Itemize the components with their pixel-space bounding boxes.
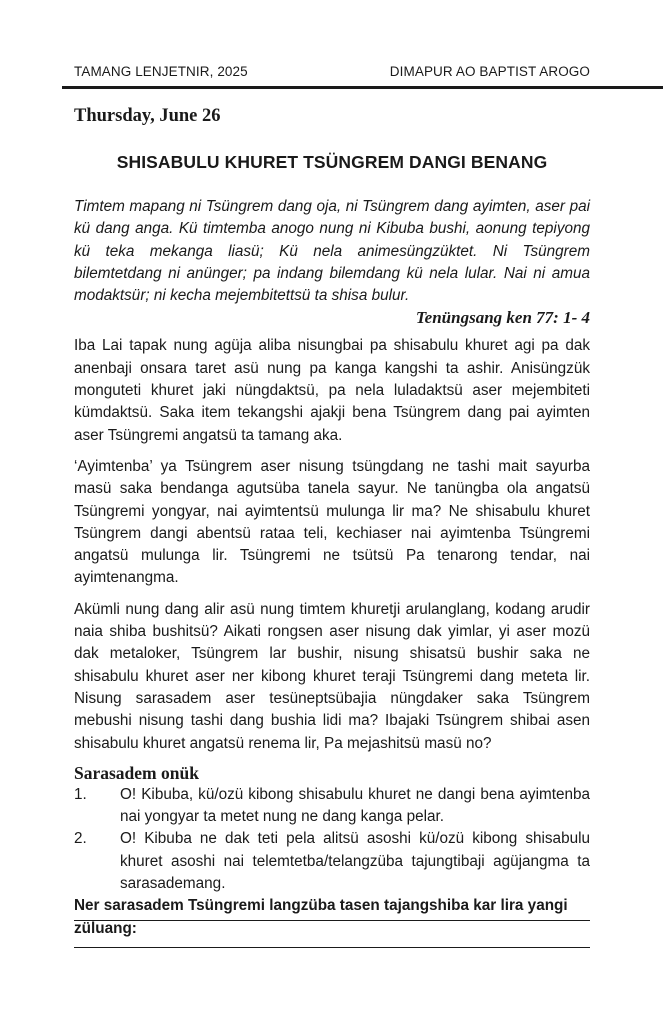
page-header [74,64,590,79]
prayer-points-list [74,784,590,895]
prayer-point-text: O! Kibuba ne dak teti pela alitsü asoshi kü/ozü kibong shisabulu khuret asoshi nai telemtetba/telangzüba tajungtibaji agüjangma ta sarasademang. [120,830,590,893]
prayer-points-heading: Sarasadem onük [74,762,199,783]
answer-line-1 [74,920,590,921]
body-paragraph-3: Akümli nung dang alir asü nung timtem khuretji arulanglang, kodang arudir naia shiba bushitsü? Aikati rongsen aser nisung dak yimlar, yi aser mozü dak metaloker, Tsüngrem lar bushir, nisung shisatsü bushir saka ne shisabulu khuret aser ner kibong khuret teraji Tsüngremi dang meteta lir. Nisung sarasadem aser tesüneptsübajia nüngdaker saka Tsüngrem mebushi nisung tashi dang bushia lidi ma? Ibajaki Tsüngrem shibai asen shisabulu khuret angatsü renema lir, Pa mejashitsü masü no? [74,600,590,752]
prayer-point-item [74,828,590,895]
prayer-point-text: O! Kibuba, kü/ozü kibong shisabulu khuret ne dangi bena ayimtenba nai yongyar ta metet nung ne dang kanga pelar. [120,785,590,826]
prayer-point-number: 1. [74,785,87,803]
scripture-verse: Timtem mapang ni Tsüngrem dang oja, ni Tsüngrem dang ayimten, aser pai kü dang anga. Kü timtemba anogo nung ni Kibuba bushi, aonung tepiyong kü teka mekanga liasü; Kü nela animesüngzüktet. Ni Tsüngrem bilemtetdang ni anünger; pa indang bilemdang kü nela lular. Nai ni amua modaktsür; ni kecha mejembitettsü ta shisa bulur. [74,198,590,305]
prayer-point-number: 2. [74,830,87,848]
answer-line-2 [74,947,590,948]
body-paragraph-2: ‘Ayimtenba’ ya Tsüngrem aser nisung tsüngdang ne tashi mait sayurba masü saka bendanga agutsüba tanela sayur. Ne tanüngba ola angatsü Tsüngremi yongyar, nai ayimtentsü mulunga lir ma? Ne shisabulu khuret Tsüngrem dangi abentsü rataa teli, kechiaser nai ayimtenba Tsüngremi angatsü mulunga lir. Tsüngremi ne tsütsü Pa tenarong tendar, nai ayimtenangma. [74,457,590,587]
devotion-title: SHISABULU KHURET TSÜNGREM DANGI BENANG [116,152,548,172]
header-left-text: TAMANG LENJETNIR, 2025 [74,64,248,79]
devotion-body [74,196,590,940]
header-divider [62,86,663,89]
scripture-reference: Tenüngsang ken 77: 1- 4 [415,308,590,328]
reflection-question: Ner sarasadem Tsüngremi langzüba tasen tajangshiba kar lira yangi züluang: [74,897,568,937]
header-right-text: DIMAPUR AO BAPTIST AROGO [389,64,590,79]
body-paragraph-1: Iba Lai tapak nung agüja aliba nisungbai pa shisabulu khuret agi pa dak anenbaji onsara taret asü nung pa kanga kangshi ta ashir. Anisüngzük monguteti khuret jaki nüngdaktsü, pa nela luladaktsü aser mejembiteti kümdaktsü. Saka item tekangshi ajakji bena Tsüngrem dang pai ayimten aser Tsüngremi angatsü ta tamang aka. [74,337,590,444]
prayer-point-item [74,784,590,829]
devotion-date: Thursday, June 26 [74,106,221,126]
